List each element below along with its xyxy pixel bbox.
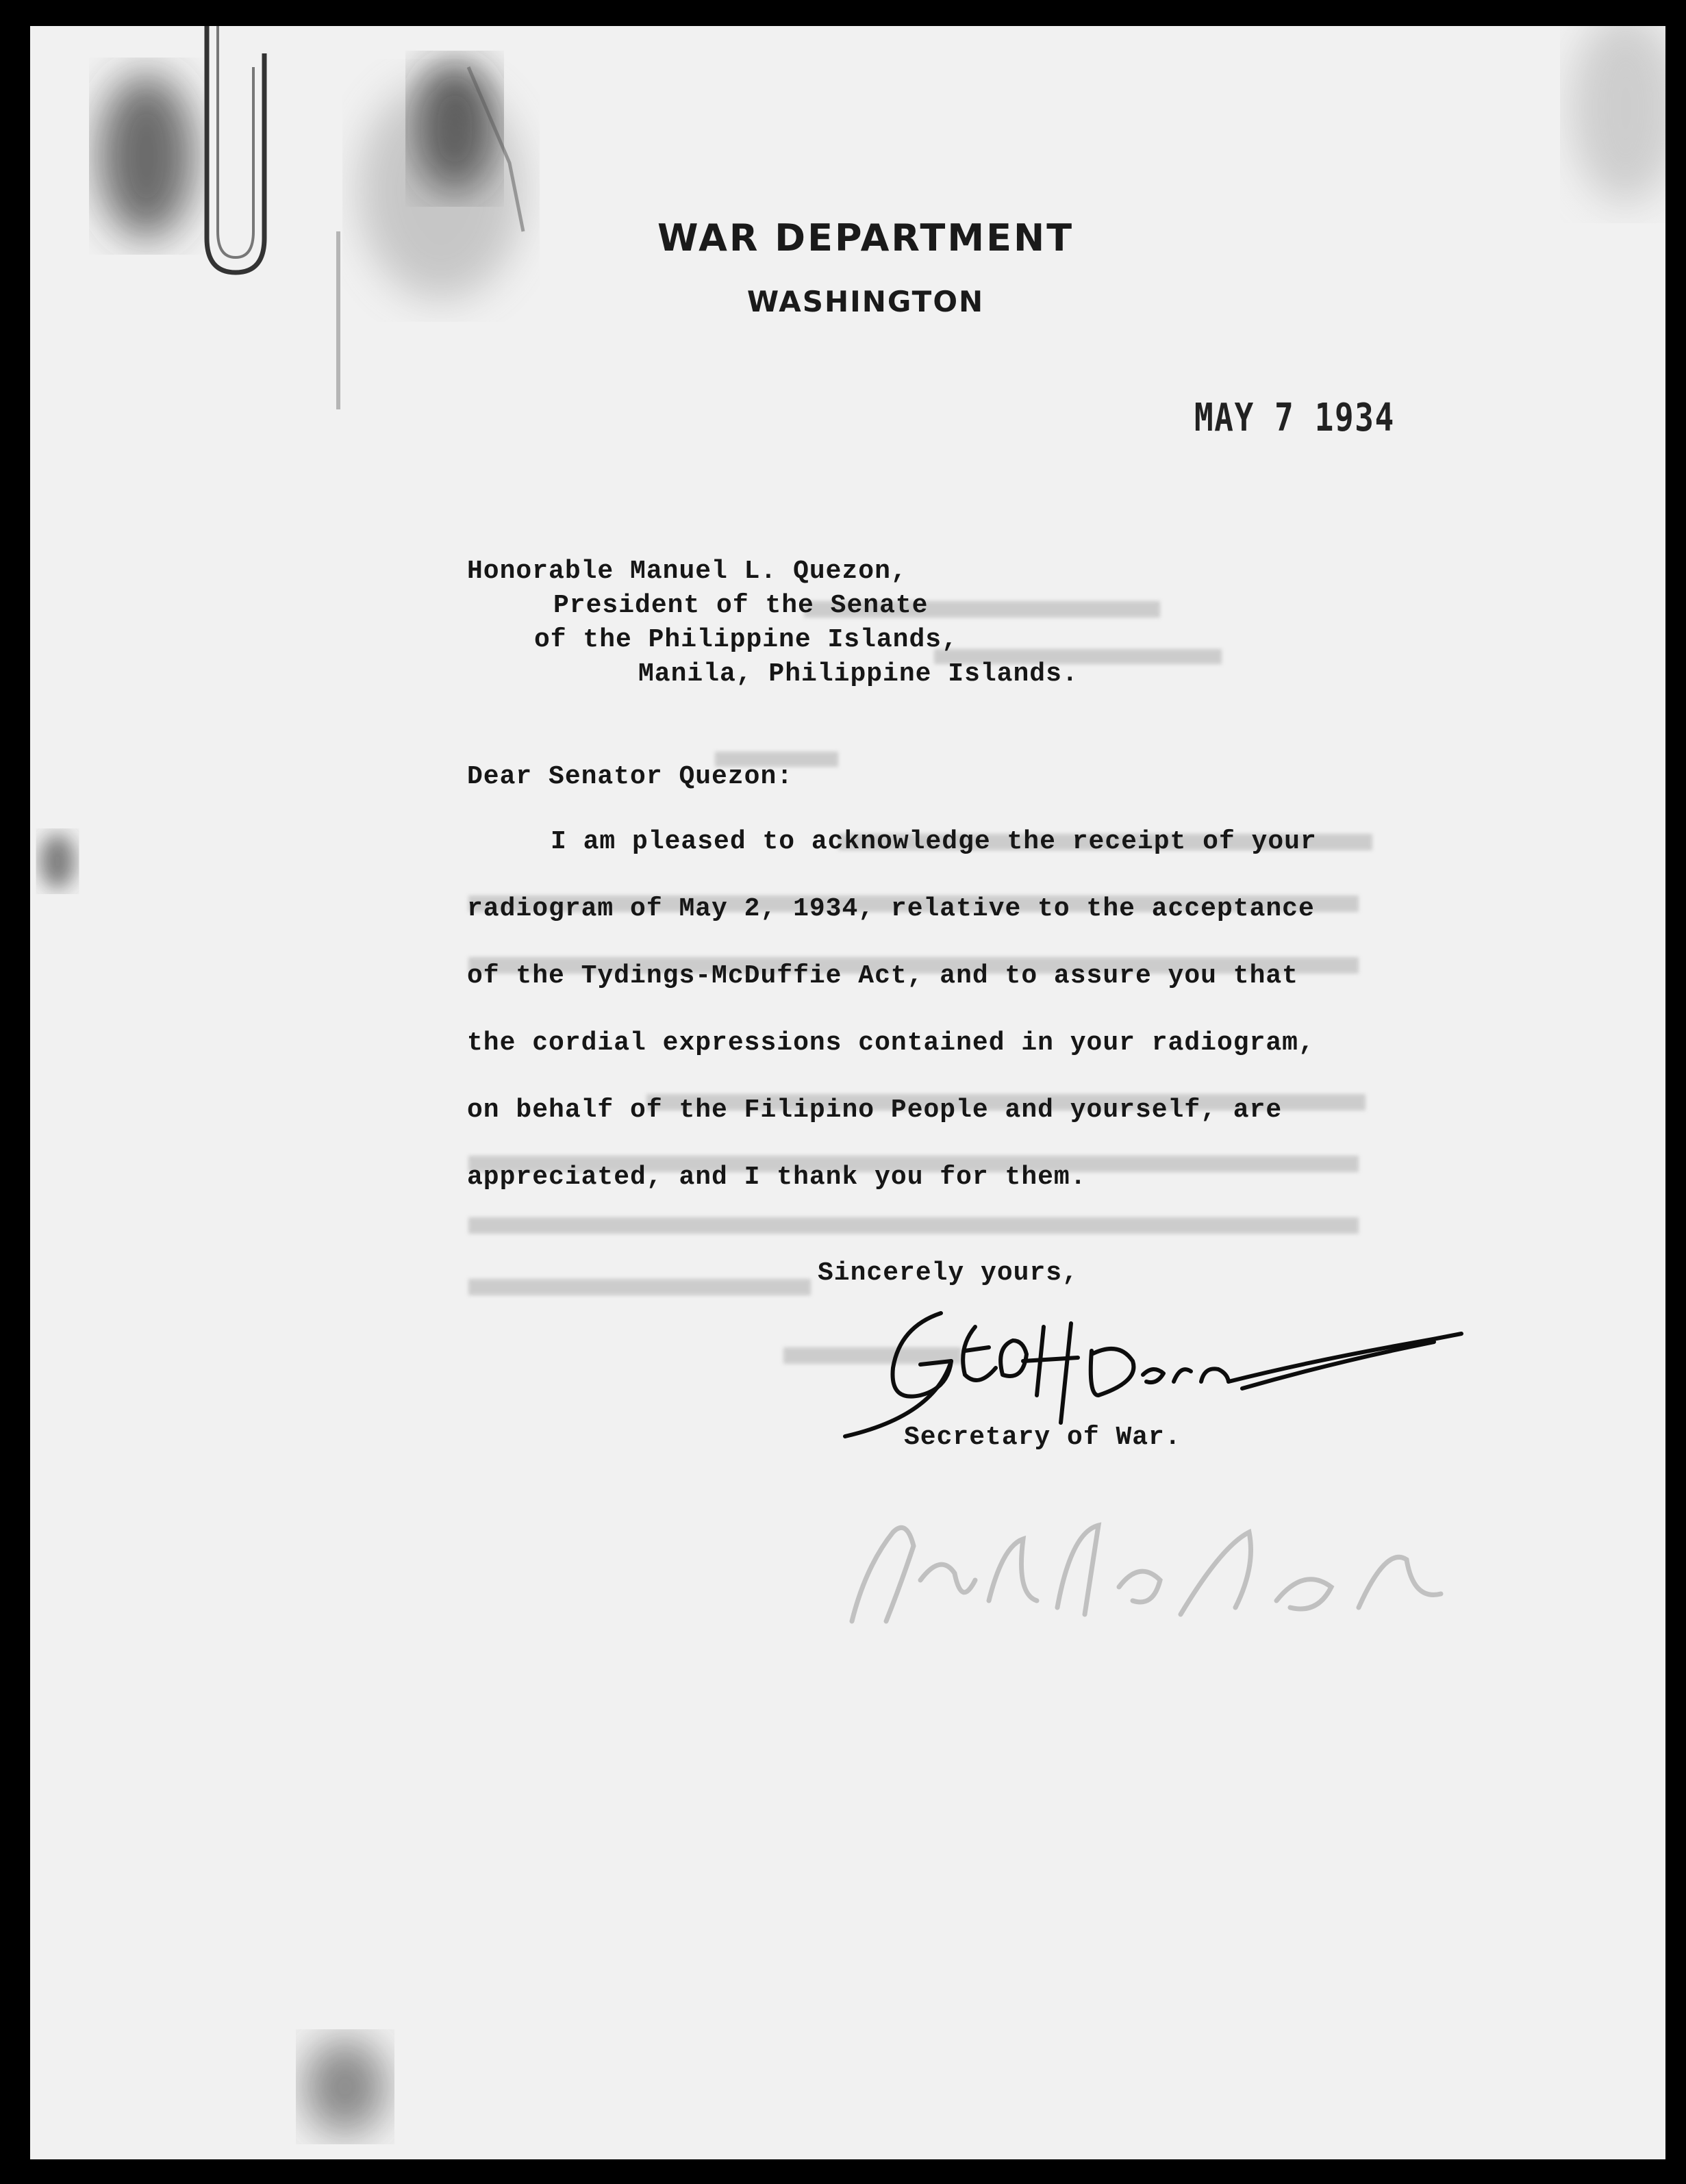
closing: Sincerely yours, [818,1258,1079,1288]
letterhead-city: WASHINGTON [746,285,985,318]
body-line: radiogram of May 2, 1934, relative to the acceptance [467,894,1315,924]
letter-page [30,26,1665,2159]
addressee-line-1: Honorable Manuel L. Quezon, [467,557,907,586]
scan-artifacts [30,26,1665,2159]
addressee-line-2: President of the Senate [553,591,929,620]
date-stamp: MAY 7 1934 [1194,396,1395,440]
body-line: of the Tydings-McDuffie Act, and to assure you that [467,961,1298,991]
salutation: Dear Senator Quezon: [467,762,794,791]
body-line: the cordial expressions contained in your radiogram, [467,1028,1315,1058]
addressee-line-4: Manila, Philippine Islands. [638,659,1079,689]
body-line: I am pleased to acknowledge the receipt of your [551,827,1317,856]
pencil-mark-image [811,1505,1496,1642]
letterhead-department: WAR DEPARTMENT [657,216,1074,259]
signature-title: Secretary of War. [904,1423,1181,1452]
addressee-line-3: of the Philippine Islands, [534,625,958,655]
body-line: appreciated, and I thank you for them. [467,1163,1087,1192]
body-line: on behalf of the Filipino People and yourself, are [467,1095,1283,1125]
